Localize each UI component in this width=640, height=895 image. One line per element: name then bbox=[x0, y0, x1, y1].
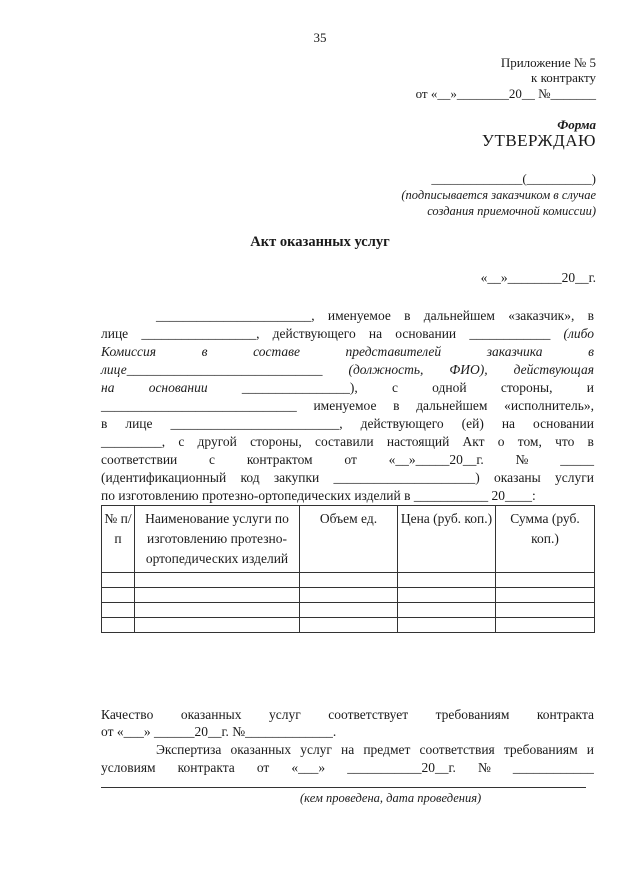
expertise-signature-line bbox=[101, 787, 586, 788]
services-table bbox=[101, 505, 595, 633]
table-cell bbox=[102, 573, 135, 588]
text-word: с bbox=[178, 434, 185, 449]
to-contract-label: к контракту bbox=[531, 70, 596, 85]
text-word: именуемое bbox=[313, 398, 377, 413]
text-word: оказанных bbox=[230, 742, 292, 757]
text-word: и bbox=[586, 380, 594, 395]
text-word: Экспертиза bbox=[156, 742, 222, 757]
text-word: именуемое bbox=[327, 308, 391, 323]
table-row bbox=[102, 588, 595, 603]
table-cell bbox=[102, 603, 135, 618]
signature-note-2: создания приемочной комиссии) bbox=[427, 204, 596, 218]
text-word: дальнейшем bbox=[416, 398, 488, 413]
text-word: дальнейшем bbox=[423, 308, 495, 323]
body-line bbox=[101, 343, 594, 361]
page-number: 35 bbox=[313, 30, 327, 45]
text-word: с bbox=[209, 452, 216, 467]
appendix-label: Приложение № 5 bbox=[500, 55, 596, 70]
text-word: с bbox=[391, 380, 398, 395]
table-cell bbox=[135, 618, 300, 633]
text-word: ___________20__г. bbox=[347, 760, 456, 775]
body-line bbox=[101, 361, 594, 379]
text-word: _____________________) bbox=[333, 470, 480, 485]
text-word: действующего bbox=[360, 416, 444, 431]
text-word: на bbox=[501, 416, 516, 431]
text-word: ____________ bbox=[469, 326, 551, 341]
text-word: требованиям bbox=[435, 707, 510, 722]
table-cell bbox=[398, 588, 496, 603]
text-word: закупки bbox=[273, 470, 320, 485]
table-header-cell: № п/п bbox=[102, 506, 135, 573]
text-word: код bbox=[240, 470, 260, 485]
table-header-cell: Цена (руб. коп.) bbox=[398, 506, 496, 573]
text-word: в bbox=[201, 344, 208, 359]
body-line bbox=[101, 325, 594, 343]
text-word: по изготовлению протезно-ортопедических изделий в ___________ 20____: bbox=[101, 488, 536, 503]
text-word: предмет bbox=[363, 742, 411, 757]
text-word: «заказчик», bbox=[508, 308, 575, 323]
table-header-cell: Объем ед. bbox=[300, 506, 398, 573]
text-word: на bbox=[101, 380, 115, 395]
table-cell bbox=[102, 618, 135, 633]
text-word: о bbox=[497, 434, 505, 449]
table-cell bbox=[398, 603, 496, 618]
text-word: том, bbox=[517, 434, 542, 449]
text-word: другой bbox=[197, 434, 237, 449]
table-row bbox=[102, 603, 595, 618]
text-word: контрактом bbox=[246, 452, 313, 467]
signature-note-1: (подписывается заказчиком в случае bbox=[401, 188, 596, 202]
table-header-cell: Сумма (руб. коп.) bbox=[496, 506, 595, 573]
text-word: Акт bbox=[462, 434, 485, 449]
table-cell bbox=[398, 573, 496, 588]
text-word: действующая bbox=[513, 362, 594, 377]
table-cell bbox=[135, 603, 300, 618]
text-word: услуг bbox=[269, 707, 301, 722]
expertise-line-1 bbox=[156, 741, 594, 759]
text-word: требованиям bbox=[503, 742, 578, 757]
text-word: _________, bbox=[101, 434, 166, 449]
text-word: от bbox=[344, 452, 357, 467]
text-word: «исполнитель», bbox=[504, 398, 594, 413]
text-word: _________________, bbox=[141, 326, 260, 341]
text-word: ____________ bbox=[512, 760, 594, 775]
text-word: оказанных bbox=[180, 707, 242, 722]
body-line bbox=[101, 469, 594, 487]
text-word: в bbox=[588, 344, 594, 359]
expertise-line-2 bbox=[101, 759, 594, 777]
table-cell bbox=[496, 588, 595, 603]
text-word: _____ bbox=[560, 452, 594, 467]
text-word: услуг bbox=[300, 742, 332, 757]
table-cell bbox=[300, 618, 398, 633]
text-word: на bbox=[368, 326, 383, 341]
text-word: Качество bbox=[101, 707, 154, 722]
text-word: _________________________, bbox=[170, 416, 343, 431]
text-word: условиям bbox=[101, 760, 156, 775]
text-word: ________________), bbox=[241, 380, 358, 395]
text-word: контракта bbox=[177, 760, 235, 775]
table-cell bbox=[300, 588, 398, 603]
text-word: соответствия bbox=[419, 742, 495, 757]
text-word: «___» bbox=[291, 760, 326, 775]
expertise-note: (кем проведена, дата проведения) bbox=[300, 791, 482, 805]
text-word: (либо bbox=[563, 326, 594, 341]
body-line bbox=[101, 379, 594, 397]
text-word: в bbox=[587, 308, 594, 323]
text-word: составили bbox=[314, 434, 374, 449]
text-word: стороны, bbox=[500, 380, 553, 395]
text-word: лице_____________________________ bbox=[101, 362, 323, 377]
table-cell bbox=[496, 573, 595, 588]
table-row bbox=[102, 618, 595, 633]
table-header-row bbox=[102, 506, 595, 573]
text-word: ФИО), bbox=[449, 362, 488, 377]
text-word: в bbox=[393, 398, 400, 413]
body-line bbox=[101, 415, 594, 433]
table-row bbox=[102, 573, 595, 588]
text-word: одной bbox=[432, 380, 467, 395]
text-word: от bbox=[256, 760, 270, 775]
text-word: соответствует bbox=[328, 707, 409, 722]
text-word: Комиссия bbox=[101, 344, 157, 359]
table-cell bbox=[300, 573, 398, 588]
table-cell bbox=[135, 573, 300, 588]
text-word: контракта bbox=[536, 707, 594, 722]
text-word: услуги bbox=[554, 470, 594, 485]
approve-heading: УТВЕРЖДАЮ bbox=[481, 131, 596, 150]
contract-date-line: от «__»________20__ №_______ bbox=[415, 86, 596, 101]
text-word: на bbox=[341, 742, 355, 757]
text-word: составе bbox=[253, 344, 300, 359]
text-word: (ей) bbox=[461, 416, 484, 431]
text-word: в bbox=[404, 308, 411, 323]
text-word: (должность, bbox=[348, 362, 424, 377]
text-word: (идентификационный bbox=[101, 470, 227, 485]
text-word: заказчика bbox=[486, 344, 543, 359]
table-header-cell: Наименование услуги по изготовлению протезно-ортопедических изделий bbox=[135, 506, 300, 573]
text-word: № bbox=[477, 760, 491, 775]
text-word: действующего bbox=[272, 326, 356, 341]
document-title: Акт оказанных услуг bbox=[250, 234, 390, 250]
table-cell bbox=[398, 618, 496, 633]
table-cell bbox=[300, 603, 398, 618]
body-line bbox=[101, 397, 594, 415]
text-word: в bbox=[587, 434, 594, 449]
text-word: и bbox=[586, 742, 594, 757]
text-word: № bbox=[515, 452, 529, 467]
text-word: настоящий bbox=[386, 434, 450, 449]
quality-line-2: от «___» ______20__г. №_____________. bbox=[101, 724, 337, 739]
table-body bbox=[102, 573, 595, 633]
signature-line: ______________(__________) bbox=[431, 171, 596, 186]
table-cell bbox=[496, 603, 595, 618]
quality-line-1 bbox=[101, 706, 594, 724]
body-line bbox=[101, 433, 594, 451]
text-word: «__»_____20__г. bbox=[388, 452, 484, 467]
text-word: основании bbox=[395, 326, 457, 341]
text-word: оказаны bbox=[494, 470, 541, 485]
table-cell bbox=[496, 618, 595, 633]
act-date-line: «__»________20__г. bbox=[480, 270, 596, 285]
text-word: _______________________, bbox=[156, 308, 315, 323]
text-word: лице bbox=[101, 326, 129, 341]
text-word: основании bbox=[148, 380, 208, 395]
text-word: _____________________________ bbox=[101, 398, 297, 413]
form-label: Форма bbox=[557, 117, 596, 132]
body-line bbox=[101, 451, 594, 469]
text-word: стороны, bbox=[250, 434, 302, 449]
body-line bbox=[156, 307, 594, 325]
body-line bbox=[101, 487, 594, 505]
text-word: основании bbox=[533, 416, 594, 431]
table-cell bbox=[135, 588, 300, 603]
table-cell bbox=[102, 588, 135, 603]
text-word: представителей bbox=[345, 344, 442, 359]
text-word: лице bbox=[125, 416, 153, 431]
text-word: в bbox=[101, 416, 108, 431]
text-word: что bbox=[555, 434, 575, 449]
text-word: соответствии bbox=[101, 452, 178, 467]
